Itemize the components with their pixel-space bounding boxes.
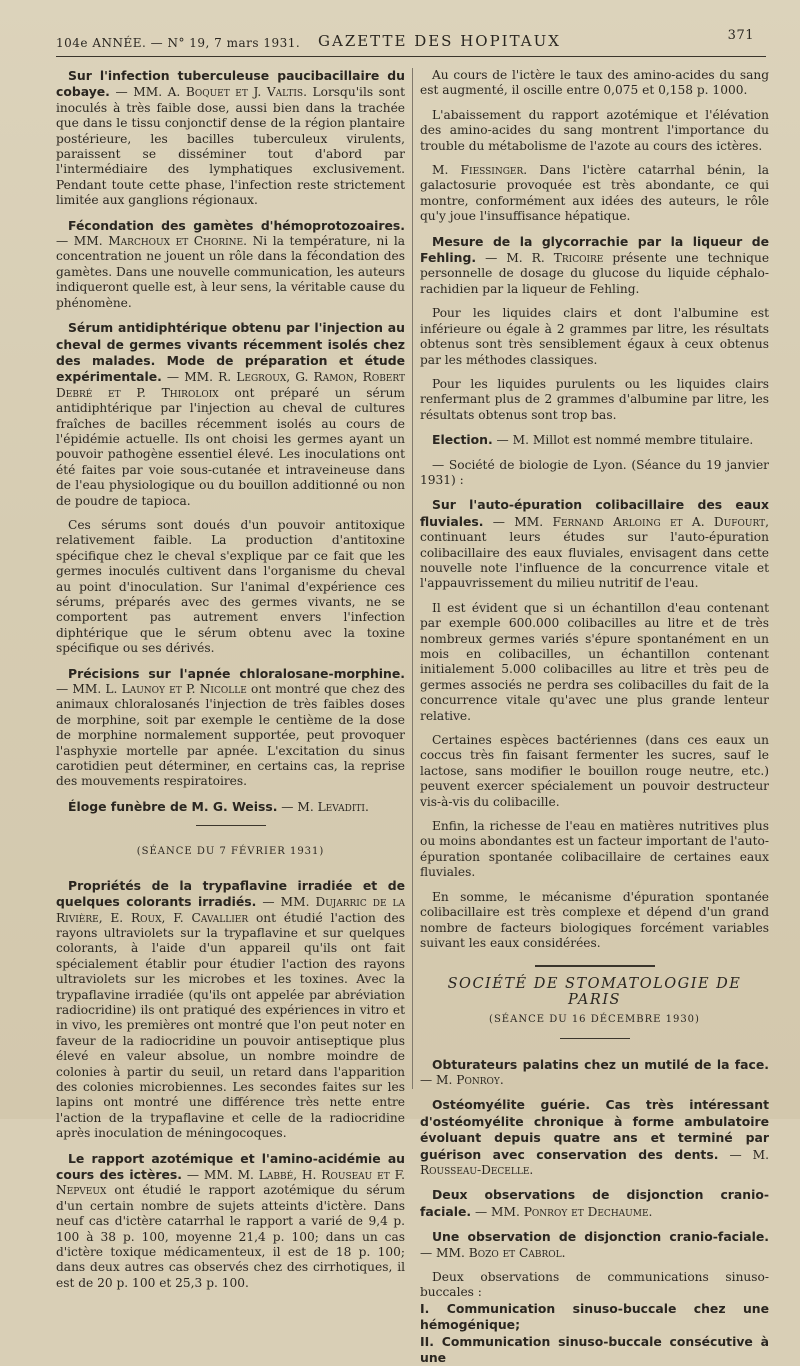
entry-eloge <box>56 799 405 815</box>
page-header <box>56 30 770 52</box>
entry-tuberculose <box>56 68 405 209</box>
entry-body: Ni la température, ni la concentration ne jouent un rôle dans la fécondation des gamètes. Dans une nouvelle communication, les auteurs indiqueront quelle est, à leur sens, la véritable cause du phénomène. <box>56 234 405 310</box>
entry-auto-epuration <box>420 497 769 591</box>
entry-azotemique <box>56 1151 405 1292</box>
entry-authors: — MM. Bozo et Cabrol. <box>420 1245 566 1260</box>
entry-title: Précisions sur l'apnée chloralosane-morphine. <box>68 665 405 681</box>
seance-heading: (SÉANCE DU 7 FÉVRIER 1931) <box>136 846 325 858</box>
entry-osteomyelite <box>420 1097 769 1178</box>
entry-title: Deux observations de disjonction cranio-faciale. <box>420 1187 769 1219</box>
entry-title: Propriétés de la trypaflavine irradiée et de quelques colorants irradiés. <box>56 877 405 910</box>
entry-authors: — MM. M. Labbé, H. Rouseau et F. Nepveux <box>56 1168 405 1198</box>
header-rule <box>56 56 766 57</box>
entry-authors: — MM. Dujarric de la Rivière, E. Roux, F. Cavallier <box>56 895 406 925</box>
entry-body: — M. Millot est nommé membre titulaire. <box>496 433 754 448</box>
entry-title: Le rapport azotémique et l'amino-acidémie au cours des ictères. <box>56 1150 405 1182</box>
entry-body: Lorsqu'ils sont inoculés à très faible dose, aussi bien dans la trachée que dans le tissu conjonctif dense de la région plantaire postérieure, les bacilles tuberculeux virulents, paraissent se disséminer tout d'abord par l'intermédiaire des lymphatiques exclusivement. Pendant toute cette phase, l'infection reste strictement limitée aux ganglions régionaux. <box>56 85 406 208</box>
entry-authors: — M. Rousseau-Decelle. <box>420 1147 769 1177</box>
paragraph: Au cours de l'ictère le taux des amino-acides du sang est augmenté, il oscille entre 0,075 et 0,158 p. 1000. <box>420 68 769 98</box>
issue-info: 104e ANNÉE. — N° 19, 7 mars 1931. <box>56 36 301 50</box>
entry-body: ont étudié l'action des rayons ultraviolets sur la trypaflavine et sur quelques colorants, à l'aide d'un appareil qu'ils ont fait spécialement établir pour étudier l'action des rayons ultraviolets sur les microbes et les toxines. Avec la trypaflavine irradiée (qu'ils ont appelée par abréviation radiocridine) ils ont pratiqué des expériences in vitro et in vivo, les premières ont montré que l'on peut noter en faveur de la radiocridine un pouvoir antiseptique plus élevé en valeur absolue, un nombre moindre de colonies à partir du seuil, un retard dans l'apparition des colonies microbiennes. Les secondes faites sur les lapins ont montré une différence très nette entre l'action de la trypaflavine et celle de la radiocridine après inoculation de méningocoques. <box>56 910 405 1141</box>
entry-authors: — M. Levaditi. <box>281 799 369 814</box>
paragraph: Il est évident que si un échantillon d'eau contenant par exemple 600.000 colibacilles au litre et de très nombreux germes variés s'épure spontanément en un mois en colibacilles, un échantillon contenant initialement 5.000 colibacilles au litre et très peu de germes associés ne perdra ses colibacilles du fait de la concurrence vitale qu'avec une plus grande lenteur relative. <box>420 600 769 723</box>
entry-communications <box>420 1270 769 1366</box>
paragraph: En somme, le mécanisme d'épuration spontanée colibacillaire est très complexe et dépend d'un grand nombre de facteurs biologiques forcément variables suivant les eaux considérées. <box>420 889 769 950</box>
entry-authors: — MM. Fernand Arloing et A. Dufourt, <box>492 514 769 529</box>
entry-trypaflavine <box>56 878 405 1142</box>
entry-election <box>420 432 769 448</box>
seance-heading: (SÉANCE DU 16 DÉCEMBRE 1930) <box>489 1014 700 1026</box>
entry-title: Election. <box>432 432 493 448</box>
section-rule <box>196 825 266 826</box>
entry-title: Sérum antidiphtérique obtenu par l'injection au cheval de germes vivants récemment isolés chez des malades. Mode de préparation et étude expérimentale. <box>56 320 405 385</box>
paragraph: — Société de biologie de Lyon. (Séance du 19 janvier 1931) : <box>420 457 769 487</box>
entry-body: ont préparé un sérum antidiphtérique par l'injection au cheval de cultures fraîches de bacilles récemment isolés au cours de l'épidémie actuelle. Ils ont choisi les germes ayant un pouvoir pathogène essentiel élevé. Les inoculations ont été faites par voie sous-cutanée et intraveineuse dans de l'eau physiologique ou du bouillon additionné ou non de poudre de tapioca. <box>56 385 405 508</box>
right-column <box>420 68 770 1366</box>
paragraph: L'abaissement du rapport azotémique et l'élévation des amino-acides du sang montrent l'importance du trouble du métabolisme de l'azote au cours des ictères. <box>420 107 769 153</box>
entry-authors: M. Fiessinger. <box>432 163 528 178</box>
entry-obturateurs <box>420 1057 769 1089</box>
entry-title: Une observation de disjonction cranio-faciale. <box>432 1229 769 1245</box>
entry-body: présente une technique personnelle de dosage du glucose du liquide céphalo-rachidien par la liqueur de Fehling. <box>420 251 770 296</box>
entry-authors: — MM. A. Boquet et J. Valtis. <box>115 85 307 100</box>
entry-authors: — MM. R. Legroux, G. Ramon, Robert Debré et P. Thiroloix <box>56 370 406 400</box>
entry-disjonction-2 <box>420 1229 769 1261</box>
entry-serum <box>56 320 405 509</box>
column-divider <box>412 68 413 1089</box>
entry-authors: — MM. L. Launoy et P. Nicolle <box>56 682 247 697</box>
paragraph: Pour les liquides purulents ou les liquides clairs renfermant plus de 2 grammes d'albumine par litre, les résultats obtenus sont trop bas. <box>420 376 769 422</box>
entry-glycorrachie <box>420 234 769 298</box>
list-item: II. Communication sinuso-buccale consécutive à une <box>420 1333 769 1366</box>
entry-authors: — MM. Marchoux et Chorine. <box>56 234 247 249</box>
entry-authors: — M. R. Tricoire <box>485 251 604 266</box>
entry-body: Deux observations de communications sinuso-buccales : <box>420 1270 769 1300</box>
entry-title: Sur l'auto-épuration colibacillaire des eaux fluviales. <box>420 497 769 529</box>
entry-title: Sur l'infection tuberculeuse paucibacillaire du cobaye. <box>56 68 405 100</box>
society-title: SOCIÉTÉ DE STOMATOLOGIE DE PARIS <box>447 976 742 1008</box>
entry-body: continuant leurs études sur l'auto-épuration colibacillaire des eaux fluviales, envisagent dans cette nouvelle note l'influence de la concurrence vitale et l'appauvrissement du milieu nutritif de l'eau. <box>420 530 769 591</box>
entry-title: Éloge funèbre de M. G. Weiss. <box>68 798 278 814</box>
entry-fecondation <box>56 218 405 311</box>
journal-title: GAZETTE DES HOPITAUX <box>318 32 561 50</box>
entry-authors: — M. Ponroy. <box>420 1072 504 1087</box>
paragraph: Enfin, la richesse de l'eau en matières nutritives plus ou moins abondantes est un facteur important de l'auto-épuration spontanée colibacillaire de certaines eaux fluviales. <box>420 819 769 880</box>
paragraph: Pour les liquides clairs et dont l'albumine est inférieure ou égale à 2 grammes par litre, les résultats obtenus sont très sensiblement égaux à ceux obtenus par les méthodes classiques. <box>420 306 769 367</box>
entry-body: Dans l'ictère catarrhal bénin, la galactosurie provoquée est très abondante, ce qui montre, conformément aux idées des auteurs, le rôle qu'y joue l'insuffisance hépatique. <box>420 163 769 224</box>
page-number: 371 <box>727 28 754 43</box>
entry-title: Mesure de la glycorrachie par la liqueur de Fehling. <box>420 233 769 266</box>
entry-disjonction-1 <box>420 1187 769 1220</box>
list-item: I. Communication sinuso-buccale chez une hémogénique; <box>420 1300 769 1333</box>
entry-title: Ostéomyélite guérie. Cas très intéressant d'ostéomyélite chronique à forme ambulatoire évoluant depuis quatre ans et terminé par guérison avec conservation des dents. <box>420 1097 769 1162</box>
section-rule <box>535 965 655 967</box>
entry-title: Obturateurs palatins chez un mutilé de la face. <box>432 1056 769 1072</box>
entry-title: Fécondation des gamètes d'hémoprotozoaires. <box>68 217 405 233</box>
paragraph: Certaines espèces bactériennes (dans ces eaux un coccus très fin faisant fermenter les sucres, sauf le lactose, sans modifier le bouillon rouge neutre, etc.) peuvent exercer spécialement un pouvoir destructeur vis-à-vis du colibacille. <box>420 733 769 809</box>
paragraph: Ces sérums sont doués d'un pouvoir antitoxique relativement faible. La production d'antitoxine spécifique chez le cheval s'explique par ce fait que les germes inoculés cultivent dans l'organisme du cheval au point d'inoculation. Sur l'animal d'expérience ces sérums, préparés avec des germes vivants, ne se comportent pas autrement envers l'infection diphtérique que le sérum obtenu avec la toxine spécifique ou ses dérivés. <box>56 517 405 656</box>
entry-fiessinger <box>420 163 769 225</box>
entry-authors: — MM. Ponroy et Dechaume. <box>474 1204 653 1219</box>
section-rule <box>560 1038 630 1039</box>
entry-body: ont montré que chez des animaux chloralosanés l'injection de très faibles doses de morphine, soit par exemple le centième de la dose de morphine normalement supportée, peut provoquer l'asphyxie mortelle par apnée. L'excitation du sinus carotidien peut déterminer, en certains cas, la reprise des mouvements respiratoires. <box>56 682 406 789</box>
left-column <box>56 68 406 1290</box>
entry-apnee <box>56 666 405 790</box>
entry-body: ont étudié le rapport azotémique du sérum d'un certain nombre de sujets atteints d'ictère. Dans neuf cas d'ictère catarrhal le rapport a varié de 9,4 p. 100 à 38 p. 100, moyenne 21,4 p. 100; dans un cas d'ictère toxique médicamenteux, il est de 18 p. 100; dans deux autres cas observés chez des cirrhotiques, il est de 20 p. 100 et 25,3 p. 100. <box>56 1183 406 1290</box>
